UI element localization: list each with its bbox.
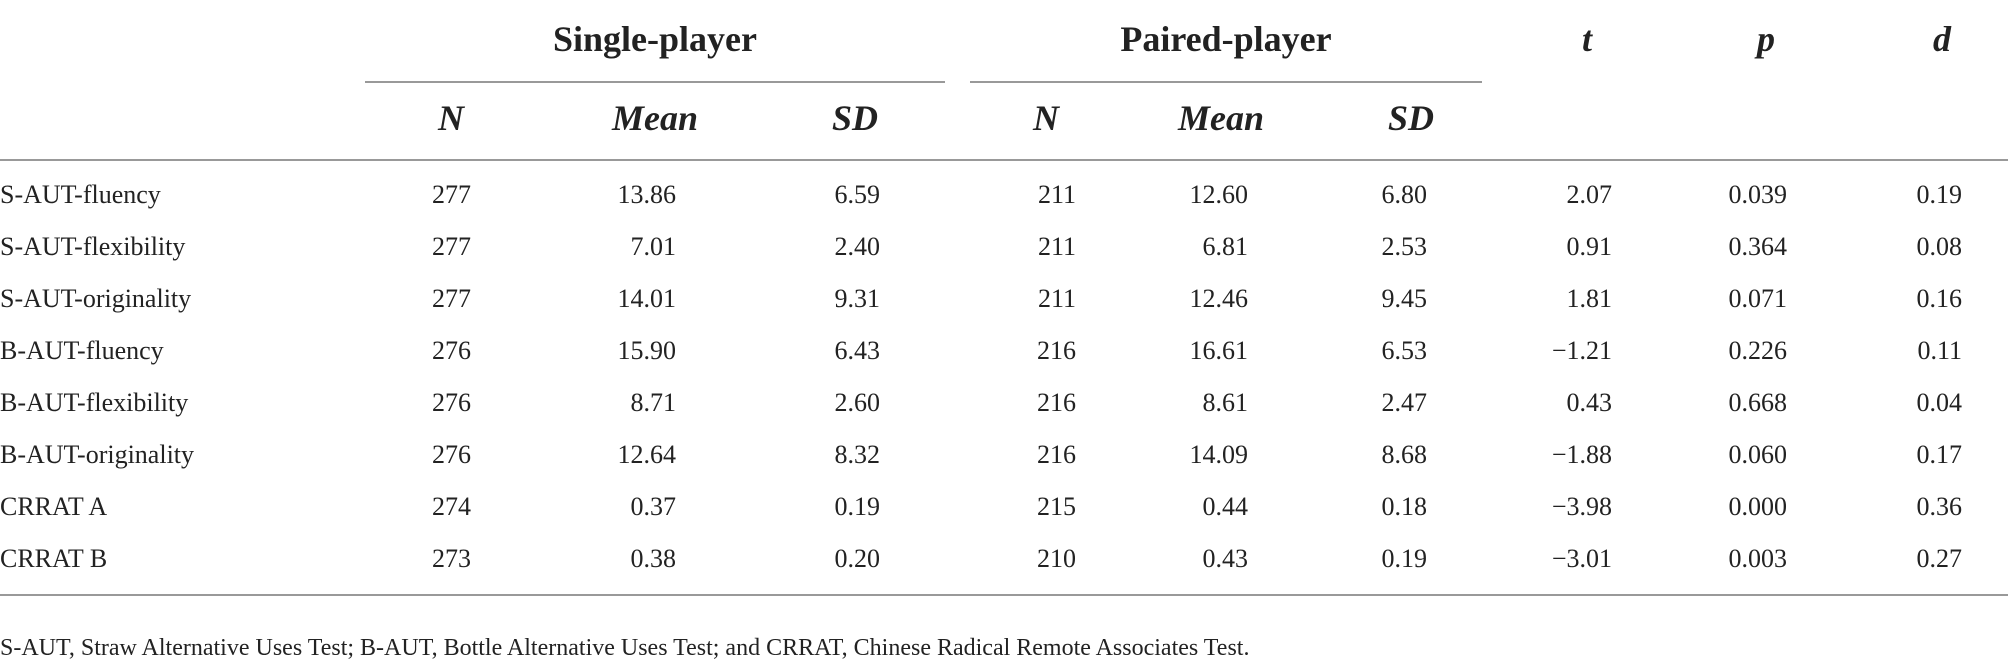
table-row: [0, 322, 2008, 374]
cell-single-mean: 15.90: [617, 336, 676, 365]
group-rule-paired: [970, 81, 1482, 83]
cell-p: 0.003: [1728, 544, 1787, 573]
cell-d: 0.27: [1916, 544, 1962, 573]
cell-single-n: 274: [432, 492, 471, 521]
header-d: d: [1933, 19, 1951, 59]
cell-single-sd: 9.31: [834, 284, 880, 313]
group-header-paired-player: Paired-player: [1120, 19, 1332, 59]
cell-d: 0.16: [1916, 284, 1962, 313]
cell-single-mean: 8.71: [630, 388, 676, 417]
cell-single-sd: 8.32: [834, 440, 880, 469]
subheader-single-sd: SD: [832, 98, 879, 138]
cell-p: 0.060: [1728, 440, 1787, 469]
cell-paired-n: 216: [1037, 388, 1076, 417]
cell-t: 0.43: [1566, 388, 1612, 417]
cell-t: 2.07: [1566, 180, 1612, 209]
table-row: [0, 374, 2008, 426]
cell-single-mean: 14.01: [617, 284, 676, 313]
cell-single-mean: 7.01: [630, 232, 676, 261]
cell-single-n: 277: [432, 180, 471, 209]
table-footnote: S-AUT, Straw Alternative Uses Test; B-AUT, Bottle Alternative Uses Test; and CRRAT, Chinese Radical Remote Associates Test.: [0, 635, 1250, 661]
cell-single-n: 277: [432, 232, 471, 261]
cell-t: 0.91: [1566, 232, 1612, 261]
cell-p: 0.000: [1728, 492, 1787, 521]
row-label: S-AUT-fluency: [0, 180, 161, 209]
group-rule-single: [365, 81, 945, 83]
row-label: B-AUT-flexibility: [0, 388, 189, 417]
bottom-rule: [0, 594, 2008, 596]
cell-p: 0.226: [1728, 336, 1787, 365]
cell-paired-mean: 6.81: [1202, 232, 1248, 261]
table-row: [0, 530, 2008, 582]
cell-paired-sd: 2.47: [1381, 388, 1427, 417]
cell-d: 0.36: [1916, 492, 1962, 521]
cell-t: 1.81: [1566, 284, 1612, 313]
cell-single-mean: 0.37: [630, 492, 676, 521]
subheader-single-n: N: [438, 98, 464, 138]
cell-single-sd: 0.19: [834, 492, 880, 521]
cell-d: 0.08: [1916, 232, 1962, 261]
cell-paired-n: 216: [1037, 336, 1076, 365]
cell-paired-sd: 0.18: [1381, 492, 1427, 521]
cell-d: 0.17: [1916, 440, 1962, 469]
cell-single-mean: 12.64: [617, 440, 676, 469]
row-label: B-AUT-fluency: [0, 336, 164, 365]
cell-paired-mean: 8.61: [1202, 388, 1248, 417]
cell-paired-sd: 0.19: [1381, 544, 1427, 573]
cell-single-sd: 0.20: [834, 544, 880, 573]
cell-t: −1.88: [1551, 440, 1612, 469]
cell-paired-n: 211: [1037, 284, 1076, 313]
header-rule: [0, 159, 2008, 161]
cell-single-n: 276: [432, 336, 471, 365]
cell-paired-sd: 9.45: [1381, 284, 1427, 313]
cell-paired-mean: 0.44: [1202, 492, 1248, 521]
cell-paired-mean: 14.09: [1189, 440, 1248, 469]
cell-p: 0.364: [1728, 232, 1787, 261]
cell-single-n: 276: [432, 388, 471, 417]
cell-paired-mean: 16.61: [1189, 336, 1248, 365]
cell-paired-mean: 12.46: [1189, 284, 1248, 313]
cell-paired-mean: 12.60: [1189, 180, 1248, 209]
cell-paired-mean: 0.43: [1202, 544, 1248, 573]
group-header-single-player: Single-player: [553, 19, 757, 59]
cell-d: 0.11: [1917, 336, 1962, 365]
cell-paired-n: 211: [1037, 232, 1076, 261]
cell-paired-n: 215: [1037, 492, 1076, 521]
cell-single-mean: 0.38: [630, 544, 676, 573]
cell-paired-sd: 8.68: [1381, 440, 1427, 469]
cell-single-sd: 6.59: [834, 180, 880, 209]
cell-t: −3.01: [1551, 544, 1612, 573]
cell-single-n: 277: [432, 284, 471, 313]
cell-d: 0.04: [1916, 388, 1962, 417]
row-label: CRRAT A: [0, 492, 108, 521]
cell-single-n: 273: [432, 544, 471, 573]
table-row: [0, 166, 2008, 218]
table-row: [0, 270, 2008, 322]
cell-p: 0.039: [1728, 180, 1787, 209]
cell-single-n: 276: [432, 440, 471, 469]
cell-paired-sd: 6.80: [1381, 180, 1427, 209]
cell-paired-sd: 2.53: [1381, 232, 1427, 261]
subheader-paired-n: N: [1033, 98, 1059, 138]
row-label: CRRAT B: [0, 544, 108, 573]
table-row: [0, 478, 2008, 530]
cell-d: 0.19: [1916, 180, 1962, 209]
cell-paired-n: 211: [1037, 180, 1076, 209]
row-label: B-AUT-originality: [0, 440, 195, 469]
subheader-single-mean: Mean: [612, 98, 699, 138]
cell-single-sd: 2.40: [834, 232, 880, 261]
cell-t: −3.98: [1551, 492, 1612, 521]
cell-single-sd: 6.43: [834, 336, 880, 365]
subheader-paired-sd: SD: [1388, 98, 1435, 138]
subheader-paired-mean: Mean: [1178, 98, 1265, 138]
cell-paired-n: 216: [1037, 440, 1076, 469]
table-row: [0, 218, 2008, 270]
cell-paired-n: 210: [1037, 544, 1076, 573]
table-row: [0, 426, 2008, 478]
cell-paired-sd: 6.53: [1381, 336, 1427, 365]
cell-single-mean: 13.86: [617, 180, 676, 209]
row-label: S-AUT-flexibility: [0, 232, 186, 261]
cell-single-sd: 2.60: [834, 388, 880, 417]
cell-p: 0.071: [1728, 284, 1787, 313]
row-label: S-AUT-originality: [0, 284, 192, 313]
cell-t: −1.21: [1551, 336, 1612, 365]
header-t: t: [1582, 19, 1593, 59]
cell-p: 0.668: [1728, 388, 1787, 417]
header-p: p: [1757, 19, 1775, 59]
